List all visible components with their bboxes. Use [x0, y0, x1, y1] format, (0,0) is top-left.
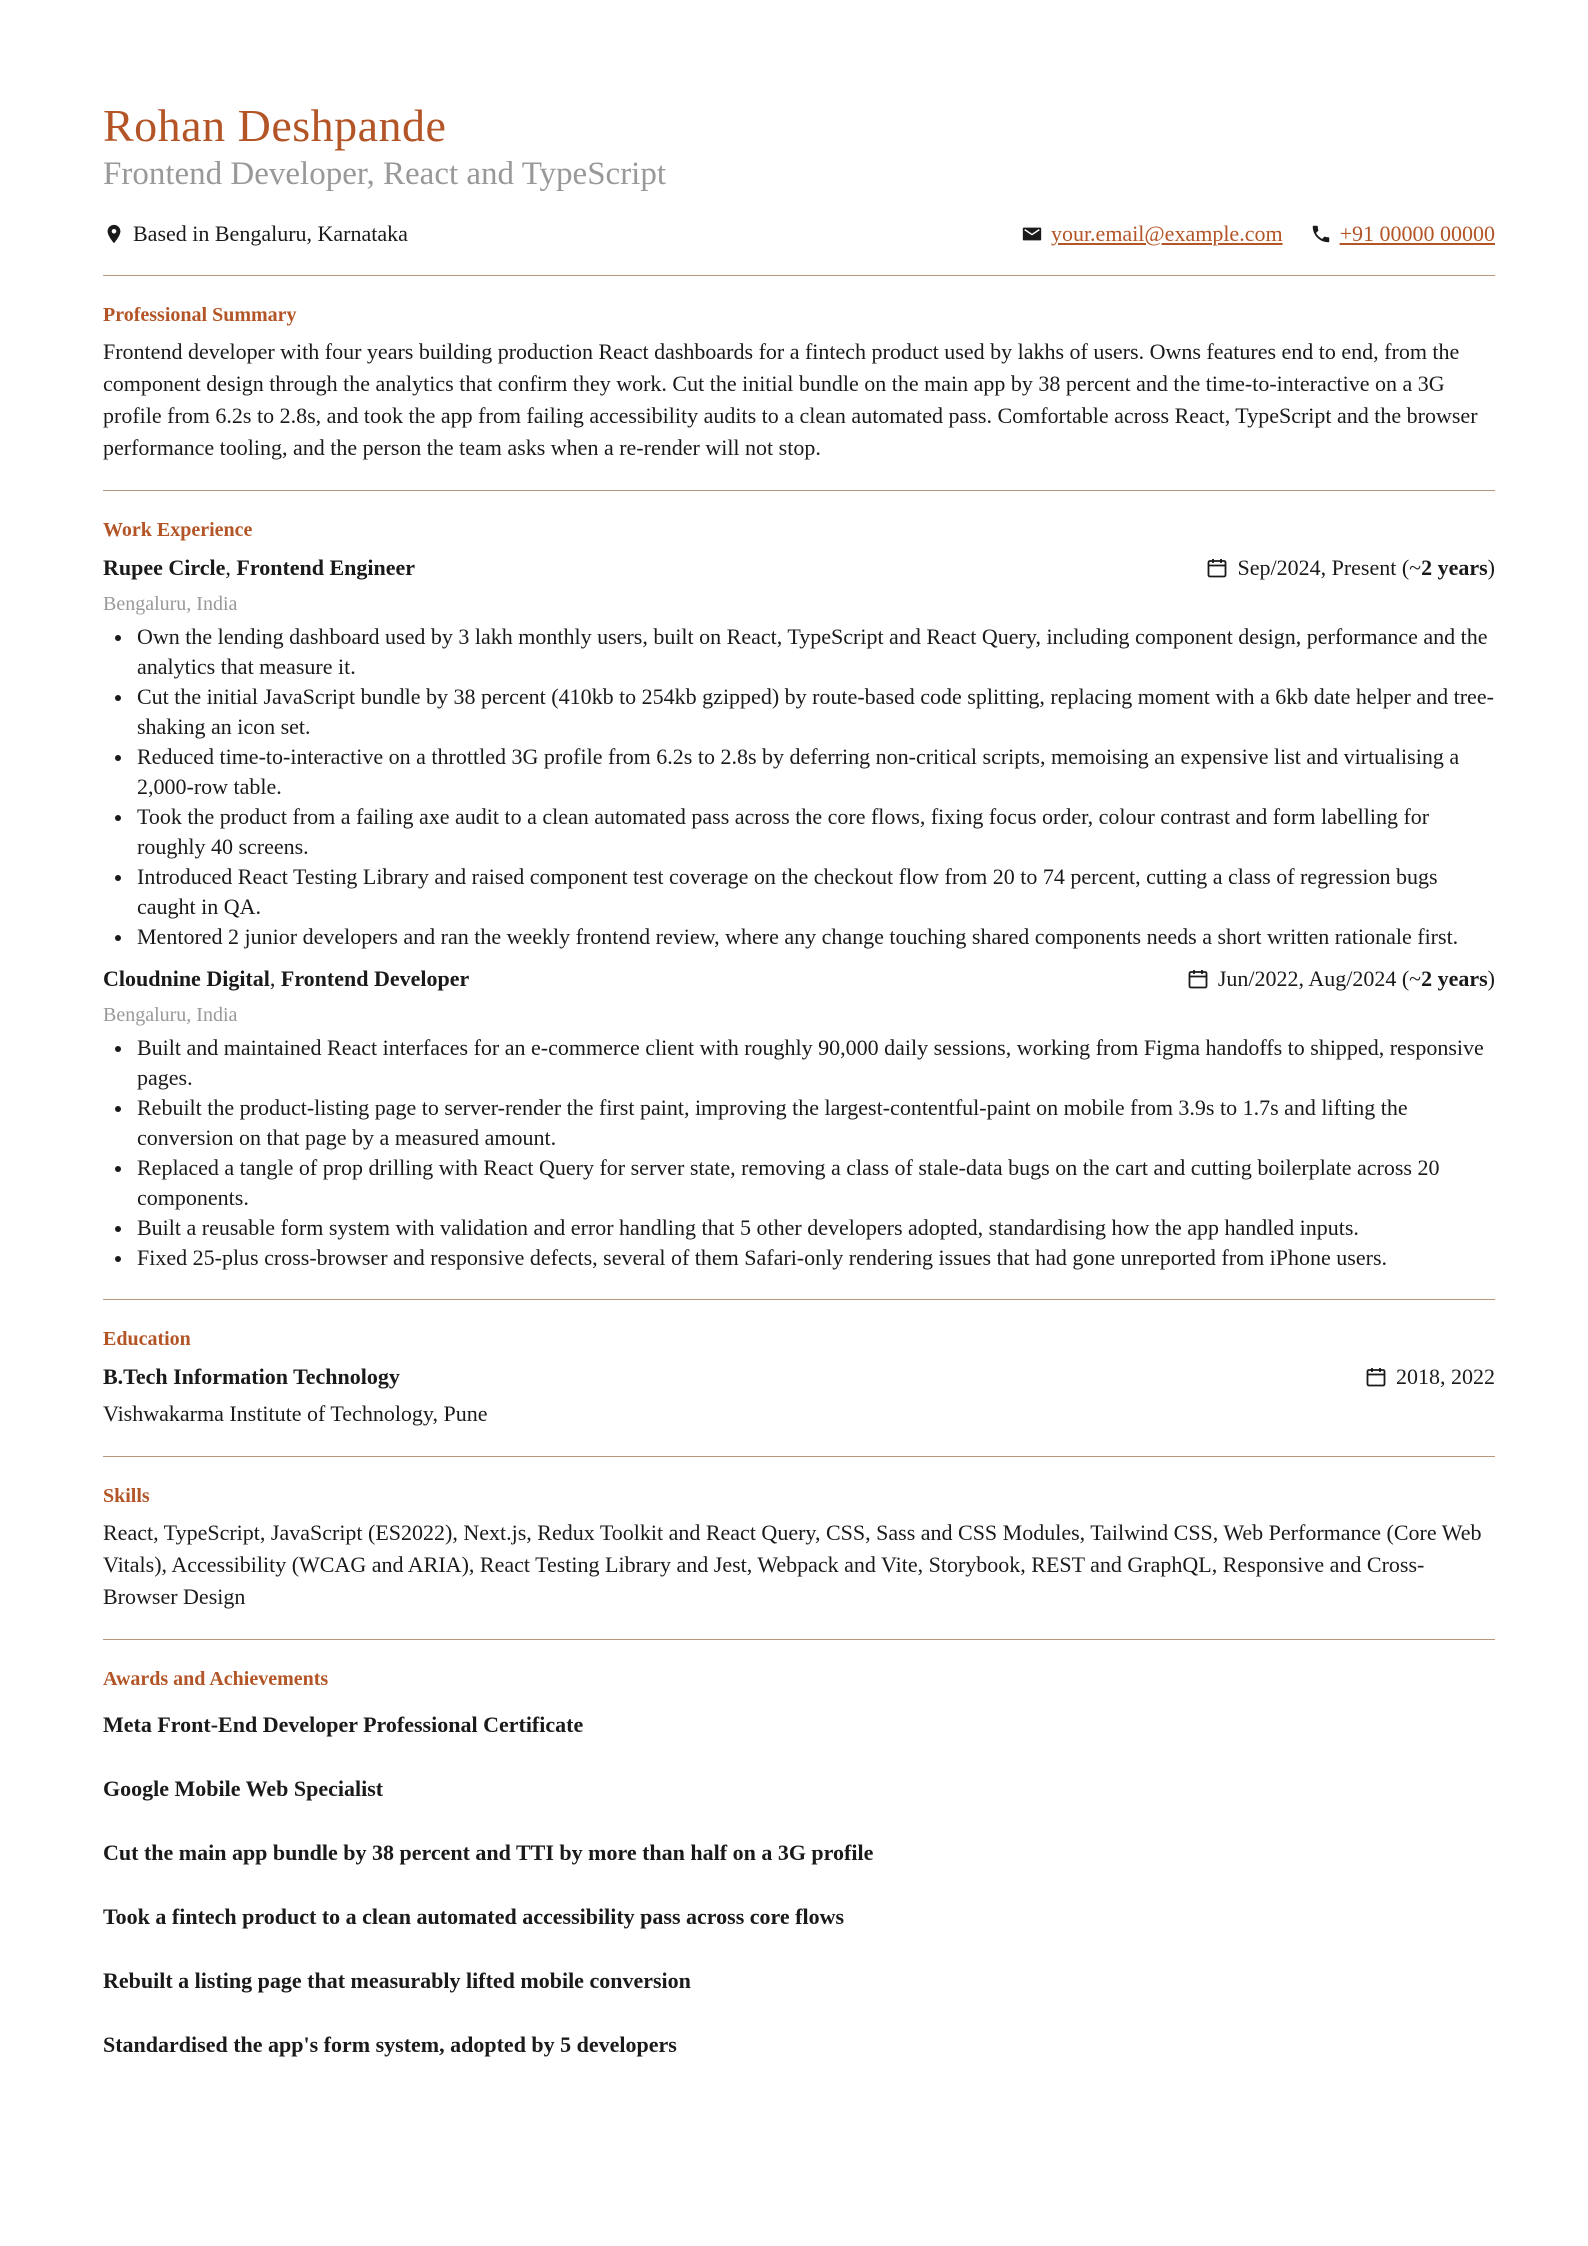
- location-group: [103, 219, 408, 249]
- job-dates: Jun/2022, Aug/2024 (~ 2 years ): [1186, 962, 1495, 996]
- date-range: Jun/2022, Aug/2024 (~: [1217, 966, 1422, 991]
- award-item: Rebuilt a listing page that measurably lifted mobile conversion: [103, 1968, 691, 1993]
- education-section: [103, 1300, 1495, 1456]
- location-text: Based in Bengaluru, Karnataka: [133, 221, 408, 246]
- phone-icon: [1310, 223, 1332, 245]
- award-item: Google Mobile Web Specialist: [103, 1776, 384, 1801]
- job-role: Frontend Developer: [280, 966, 470, 991]
- education-header: [103, 1360, 1495, 1394]
- skills-text: React, TypeScript, JavaScript (ES2022), Next.js, Redux Toolkit and React Query, CSS, Sass and CSS Modules, Tailwind CSS, Web Performance (Core Web Vitals), Accessibility (WCAG and ARIA), React Testing Library and Jest, Webpack and Vite, Storybook, REST and GraphQL, Responsive and Cross-Browser Design: [103, 1520, 1482, 1609]
- list-item: Replaced a tangle of prop drilling with React Query for server state, removing a class of stale-data bugs on the cart and cutting boilerplate across 20 components.: [103, 1153, 1495, 1213]
- job-bullets: [103, 1033, 1495, 1273]
- award-item: Cut the main app bundle by 38 percent and TTI by more than half on a 3G profile: [103, 1840, 874, 1865]
- contact-links: [1021, 219, 1495, 249]
- list-item: Took the product from a failing axe audit to a clean automated pass across the core flows, fixing focus order, colour contrast and form labelling for roughly 40 screens.: [103, 802, 1495, 862]
- institution-name: Vishwakarma Institute of Technology, Pune: [103, 1401, 488, 1426]
- summary-section: [103, 276, 1495, 490]
- list-item: Mentored 2 junior developers and ran the weekly frontend review, where any change touching shared components needs a short written rationale first.: [103, 922, 1495, 952]
- job-header: [103, 551, 1495, 585]
- list-item: Built and maintained React interfaces for an e-commerce client with roughly 90,000 daily sessions, working from Figma handoffs to shipped, responsive pages.: [103, 1033, 1495, 1093]
- email-contact: [1021, 219, 1283, 249]
- calendar-icon: [1186, 967, 1210, 991]
- education-dates: [1364, 1360, 1495, 1394]
- duration: 2 years: [1421, 966, 1488, 991]
- location-pin-icon: [103, 223, 125, 245]
- list-item: Reduced time-to-interactive on a throttled 3G profile from 6.2s to 2.8s by deferring non-critical scripts, memoising an expensive list and virtualising a 2,000-row table.: [103, 742, 1495, 802]
- list-item: Fixed 25-plus cross-browser and responsive defects, several of them Safari-only rendering issues that had gone unreported from iPhone users.: [103, 1243, 1495, 1273]
- list-item: Cut the initial JavaScript bundle by 38 percent (410kb to 254kb gzipped) by route-based code splitting, replacing moment with a 6kb date helper and tree-shaking an icon set.: [103, 682, 1495, 742]
- section-heading: Professional Summary: [103, 304, 297, 326]
- job-role: Frontend Engineer: [236, 555, 416, 580]
- awards-section: [103, 1640, 1495, 2086]
- job-title: Cloudnine Digital, Frontend Developer: [103, 966, 470, 991]
- education-years: 2018, 2022: [1396, 1364, 1495, 1389]
- phone-link[interactable]: +91 00000 00000: [1339, 221, 1495, 246]
- award-item: Took a fintech product to a clean automated accessibility pass across core flows: [103, 1904, 845, 1929]
- section-heading: Education: [103, 1328, 191, 1350]
- job-dates: Sep/2024, Present (~ 2 years ): [1205, 551, 1495, 585]
- job-bullets: [103, 622, 1495, 952]
- company-name: Rupee Circle: [103, 555, 226, 580]
- phone-contact: [1310, 219, 1495, 249]
- duration: 2 years: [1421, 555, 1488, 580]
- email-link[interactable]: your.email@example.com: [1050, 221, 1283, 246]
- calendar-icon: [1364, 1365, 1388, 1389]
- job-entry: [103, 551, 1495, 952]
- award-item: Standardised the app's form system, adopted by 5 developers: [103, 2032, 677, 2057]
- date-range: Sep/2024, Present (~: [1237, 555, 1422, 580]
- award-item: Meta Front-End Developer Professional Certificate: [103, 1712, 584, 1737]
- skills-section: [103, 1457, 1495, 1639]
- job-location: Bengaluru, India: [103, 593, 238, 615]
- candidate-name: Rohan Deshpande: [103, 100, 447, 151]
- company-name: Cloudnine Digital: [103, 966, 270, 991]
- summary-text: Frontend developer with four years building production React dashboards for a fintech product used by lakhs of users. Owns features end to end, from the component design through the analytics that confirm they work. Cut the initial bundle on the main app by 38 percent and the time-to-interactive on a 3G profile from 6.2s to 2.8s, and took the app from failing accessibility audits to a clean automated pass. Comfortable across React, TypeScript and the browser performance tooling, and the person the team asks when a re-render will not stop.: [103, 339, 1478, 460]
- list-item: Own the lending dashboard used by 3 lakh monthly users, built on React, TypeScript and React Query, including component design, performance and the analytics that measure it.: [103, 622, 1495, 682]
- section-heading: Skills: [103, 1485, 150, 1507]
- list-item: Rebuilt the product-listing page to server-render the first paint, improving the largest-contentful-paint on mobile from 3.9s to 1.7s and lifting the conversion on that page by a measured amount.: [103, 1093, 1495, 1153]
- experience-section: [103, 491, 1495, 1299]
- list-item: Introduced React Testing Library and raised component test coverage on the checkout flow from 20 to 74 percent, cutting a class of regression bugs caught in QA.: [103, 862, 1495, 922]
- resume-content: [103, 96, 1495, 2086]
- calendar-icon: [1205, 556, 1229, 580]
- job-title: Rupee Circle, Frontend Engineer: [103, 555, 416, 580]
- section-heading: Work Experience: [103, 519, 253, 541]
- job-header: [103, 962, 1495, 996]
- list-item: Built a reusable form system with validation and error handling that 5 other developers adopted, standardising how the app handled inputs.: [103, 1213, 1495, 1243]
- job-entry: [103, 962, 1495, 1273]
- candidate-title: Frontend Developer, React and TypeScript: [103, 156, 667, 192]
- section-heading: Awards and Achievements: [103, 1668, 329, 1690]
- envelope-icon: [1021, 223, 1043, 245]
- job-location: Bengaluru, India: [103, 1004, 238, 1026]
- degree-name: B.Tech Information Technology: [103, 1364, 400, 1389]
- contact-row: [103, 219, 1495, 249]
